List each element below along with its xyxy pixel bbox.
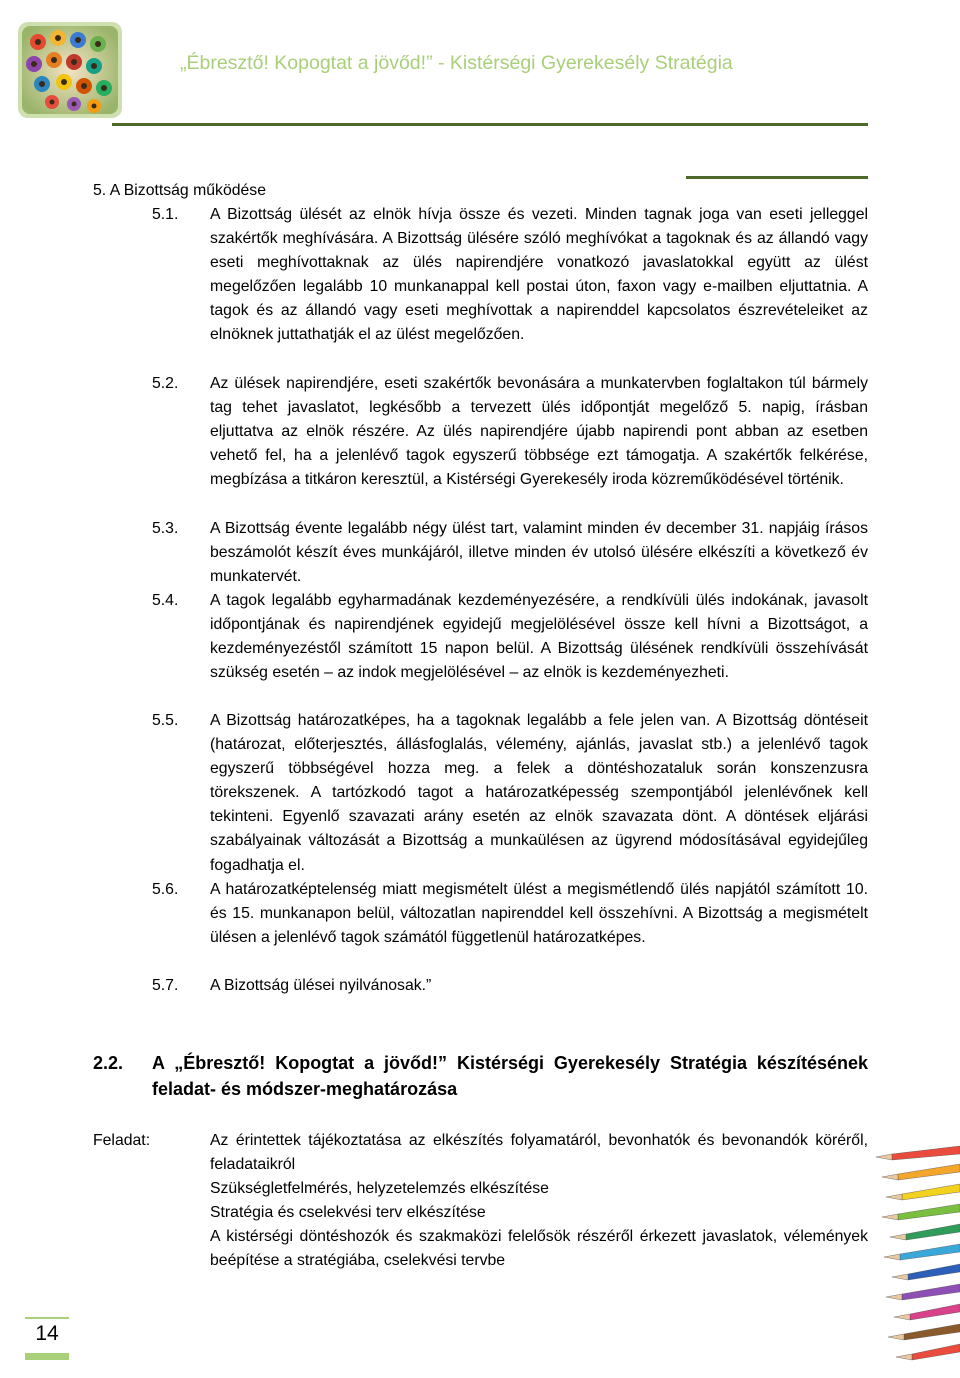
feladat-line: Az érintettek tájékoztatása az elkészítés folyamatáról, bevonhatók és bevonandók köréről, feladataikról (210, 1132, 868, 1174)
item-number: 5.6. (152, 881, 179, 898)
page-number-rule (25, 1317, 69, 1319)
item-number: 5.2. (152, 375, 179, 392)
item-text: A tagok legalább egyharmadának kezdeményezésére, a rendkívüli ülés indokának, javasolt időpontjának és napirendjének egyidejű megjelölésével össze kell hívni a Bizottságot, a kezdeményezéstől számított 15 napon belül. A Bizottság ülésének rendkívüli összehívását szükség esetén – az indok megjelölésével – az elnök is kezdeményezheti. (210, 592, 868, 682)
colored-pencils-icon (862, 1140, 960, 1373)
item-text: A Bizottság ülését az elnök hívja össze és vezeti. Minden tagnak joga van eseti jelleggel szakértők meghívására. A Bizottság ülésére szóló meghívókat a tagoknak és az állandó vagy eseti meghívottaknak az ülés napirendjére vonatkozó javaslatokkal együtt az ülést megelőzően legalább 10 munkanappal kell postai úton, faxon vagy e-mailben eljuttatnia. A tagok és az állandó vagy eseti meghívottak a napirenddel kapcsolatos észrevételeiket az elnöknek juttathatják el az ülést megelőzően. (210, 206, 868, 344)
item-text: A határozatképtelenség miatt megismételt ülést a megismétlendő ülés napjától számított 10. és 15. munkanapon belül, változatlan napirenddel kell összehívni. A Bizottság a megismételt ülésen a jelenlévő tagok számától függetlenül határozatképes. (210, 881, 868, 947)
item-text: A Bizottság ülései nyilvánosak.” (210, 977, 432, 994)
heading-number: 2.2. (93, 1053, 124, 1073)
feladat-list (210, 1129, 868, 1274)
feladat-line: Stratégia és cselekvési terv elkészítése (210, 1204, 486, 1222)
item-number: 5.7. (152, 977, 179, 994)
section-title: 5. A Bizottság működése (93, 182, 266, 199)
item-number: 5.4. (152, 592, 179, 609)
item-text: A Bizottság határozatképes, ha a tagoknak legalább a fele jelen van. A Bizottság döntéseit (határozat, előterjesztés, állásfoglalás, vélemény, ajánlás, javaslat stb.) a jelenlévő tagok egyszerű többségével hozza meg. a felek a döntéshozataluk során konszenzusra törekszenek. A tartózkodó tagot a határozatképesség szempontjából jelenlévőnek kell tekinteni. Egyenlő szavazati arány esetén az elnök szavazata dönt. A döntések eljárási szabályainak változását a Bizottság a munkaülésen az ügyrend módosításával egyidejűleg fogadhatja el. (210, 712, 868, 874)
page-number: 14 (35, 1322, 59, 1345)
item-text: Az ülések napirendjére, eseti szakértők bevonására a munkatervben foglaltakon túl bármely tag tehet javaslatot, legkésőbb a tervezett ülés időpontját megelőző 5. napig, írásban eljuttatva az elnök részére. Az ülés napirendjére újabb napirendi pont abban az esetben vehető fel, ha a jelenlévő tagok egyszerű többsége ezt támogatja. A szakértők felkérése, megbízása a titkáron keresztül, a Kistérségi Gyerekesély iroda közreműködésével történik. (210, 375, 868, 489)
pencils-logo-icon (18, 22, 122, 118)
item-number: 5.5. (152, 712, 179, 729)
feladat-line: Szükségletfelmérés, helyzetelemzés elkészítése (210, 1180, 549, 1198)
item-text: A Bizottság évente legalább négy ülést tart, valamint minden év december 31. napjáig írásos beszámolót készít éves munkájáról, illetve minden év utolsó ülésére elkészíti a következő év munkatervét. (210, 520, 868, 586)
section-divider (686, 176, 868, 179)
item-number: 5.3. (152, 520, 179, 537)
feladat-label: Feladat: (93, 1132, 151, 1149)
feladat-line: A kistérségi döntéshozók és szakmaközi felelősök részéről érkezett javaslatok, vélemények beépítése a stratégiába, cselekvési tervbe (210, 1228, 868, 1270)
header-divider (112, 123, 868, 126)
page-number-bar (25, 1353, 69, 1360)
header-title: „Ébresztő! Kopogtat a jövőd!” - Kistérségi Gyerekesély Stratégia (180, 52, 733, 74)
heading-title: A „Ébresztő! Kopogtat a jövőd!” Kistérségi Gyerekesély Stratégia készítésének feladat- és módszer-meghatározása (152, 1053, 868, 1099)
item-number: 5.1. (152, 206, 179, 223)
